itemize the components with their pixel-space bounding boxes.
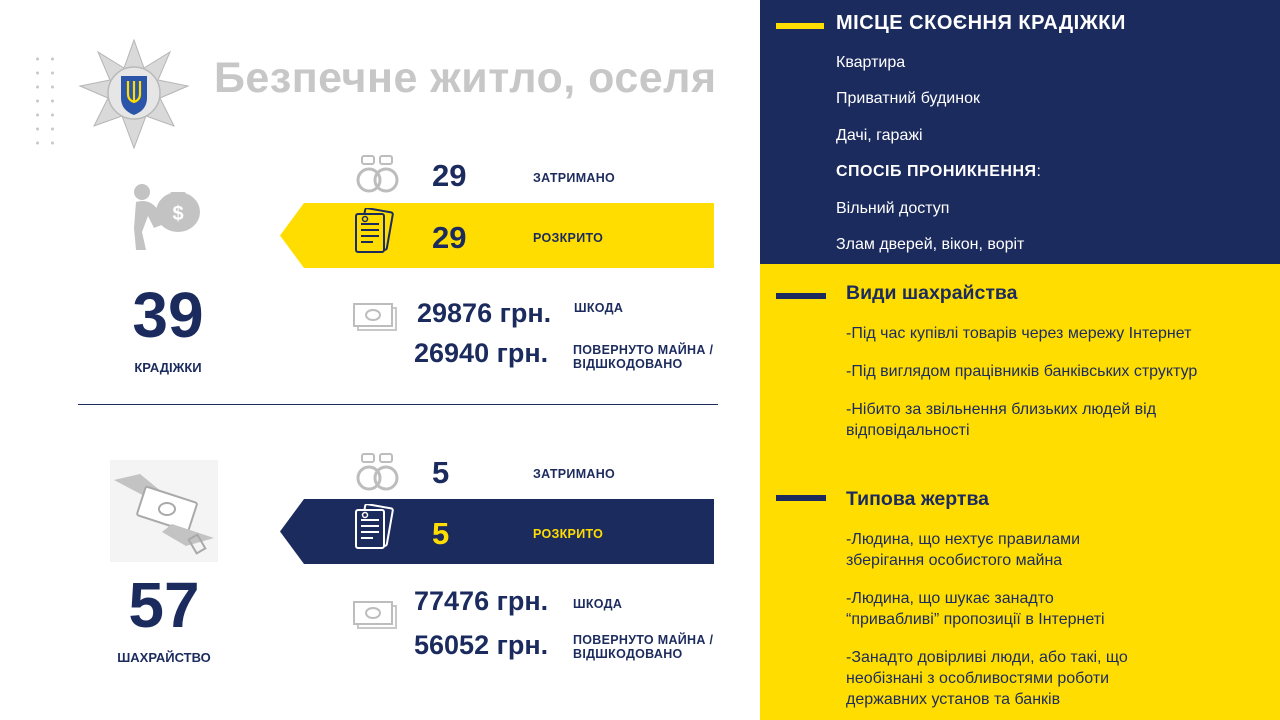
method-heading: СПОСІБ ПРОНИКНЕННЯ:	[836, 163, 1041, 180]
fraud-returned-label-line1: ПОВЕРНУТО МАЙНА /	[573, 633, 714, 647]
section-divider	[78, 404, 718, 405]
theft-returned-label-line2: ВІДШКОДОВАНО	[573, 357, 683, 371]
fraud-solved-band	[280, 499, 714, 564]
heading-dash	[776, 495, 826, 501]
handcuffs-icon	[356, 154, 400, 196]
fraud-total: 57	[128, 569, 200, 641]
place-item: Дачі, гаражі	[836, 127, 923, 144]
theft-solved-label: РОЗКРИТО	[533, 231, 604, 245]
svg-text:$: $	[172, 203, 184, 225]
money-icon	[352, 302, 398, 336]
victim-heading: Типова жертва	[846, 488, 990, 510]
theft-solved-value: 29	[432, 220, 467, 255]
heading-dash	[776, 293, 826, 299]
money-handover-icon	[110, 460, 218, 562]
theft-detained-label: ЗАТРИМАНО	[533, 171, 616, 185]
theft-solved-band	[280, 203, 714, 268]
heading-dash	[776, 23, 824, 29]
fraud-detained-value: 5	[432, 455, 450, 490]
handcuffs-icon	[356, 452, 400, 494]
theft-total-label: КРАДІЖКИ	[134, 360, 202, 375]
method-item: Злам дверей, вікон, воріт	[836, 236, 1025, 253]
fraud-solved-value: 5	[432, 516, 450, 551]
fraud-types-heading: Види шахрайства	[846, 282, 1018, 304]
fraud-solved-label: РОЗКРИТО	[533, 527, 604, 541]
fraud-damage-value: 77476 грн.	[414, 586, 549, 616]
theft-damage-value: 29876 грн.	[417, 298, 552, 328]
method-item: Вільний доступ	[836, 200, 950, 217]
fraud-detained-label: ЗАТРИМАНО	[533, 467, 616, 481]
victim-item: -Людина, що нехтує правилами зберігання особистого майна	[846, 531, 1081, 569]
theft-total: 39	[132, 279, 204, 351]
document-icon	[352, 504, 396, 552]
fraud-returned-label-line2: ВІДШКОДОВАНО	[573, 647, 683, 661]
place-item: Приватний будинок	[836, 90, 980, 107]
fraud-type-item: -Під час купівлі товарів через мережу Інтернет	[846, 325, 1192, 342]
fraud-returned-value: 56052 грн.	[414, 630, 549, 660]
place-item: Квартира	[836, 54, 906, 71]
document-icon	[352, 208, 396, 256]
money-icon	[352, 600, 398, 634]
police-emblem-icon	[78, 38, 190, 150]
place-heading: МІСЦЕ СКОЄННЯ КРАДІЖКИ	[836, 12, 1126, 34]
theft-detained-value: 29	[432, 158, 467, 193]
fraud-type-item: -Під виглядом працівників банківських структур	[846, 363, 1198, 380]
victim-item: -Занадто довірливі люди, або такі, що необізнані з особливостями роботи державних установ та банків	[846, 649, 1128, 708]
fraud-type-item: -Нібито за звільнення близьких людей від відповідальності	[846, 401, 1157, 439]
thief-with-money-bag-icon	[126, 178, 202, 252]
fraud-damage-label: ШКОДА	[573, 597, 623, 611]
decorative-dots	[30, 52, 64, 152]
fraud-total-label: ШАХРАЙСТВО	[117, 650, 211, 665]
page-title: Безпечне житло, оселя	[214, 54, 717, 102]
theft-damage-label: ШКОДА	[574, 301, 624, 315]
theft-returned-label-line1: ПОВЕРНУТО МАЙНА /	[573, 343, 714, 357]
victim-item: -Людина, що шукає занадто “привабливі” пропозиції в Інтернеті	[846, 590, 1105, 628]
theft-returned-value: 26940 грн.	[414, 338, 549, 368]
